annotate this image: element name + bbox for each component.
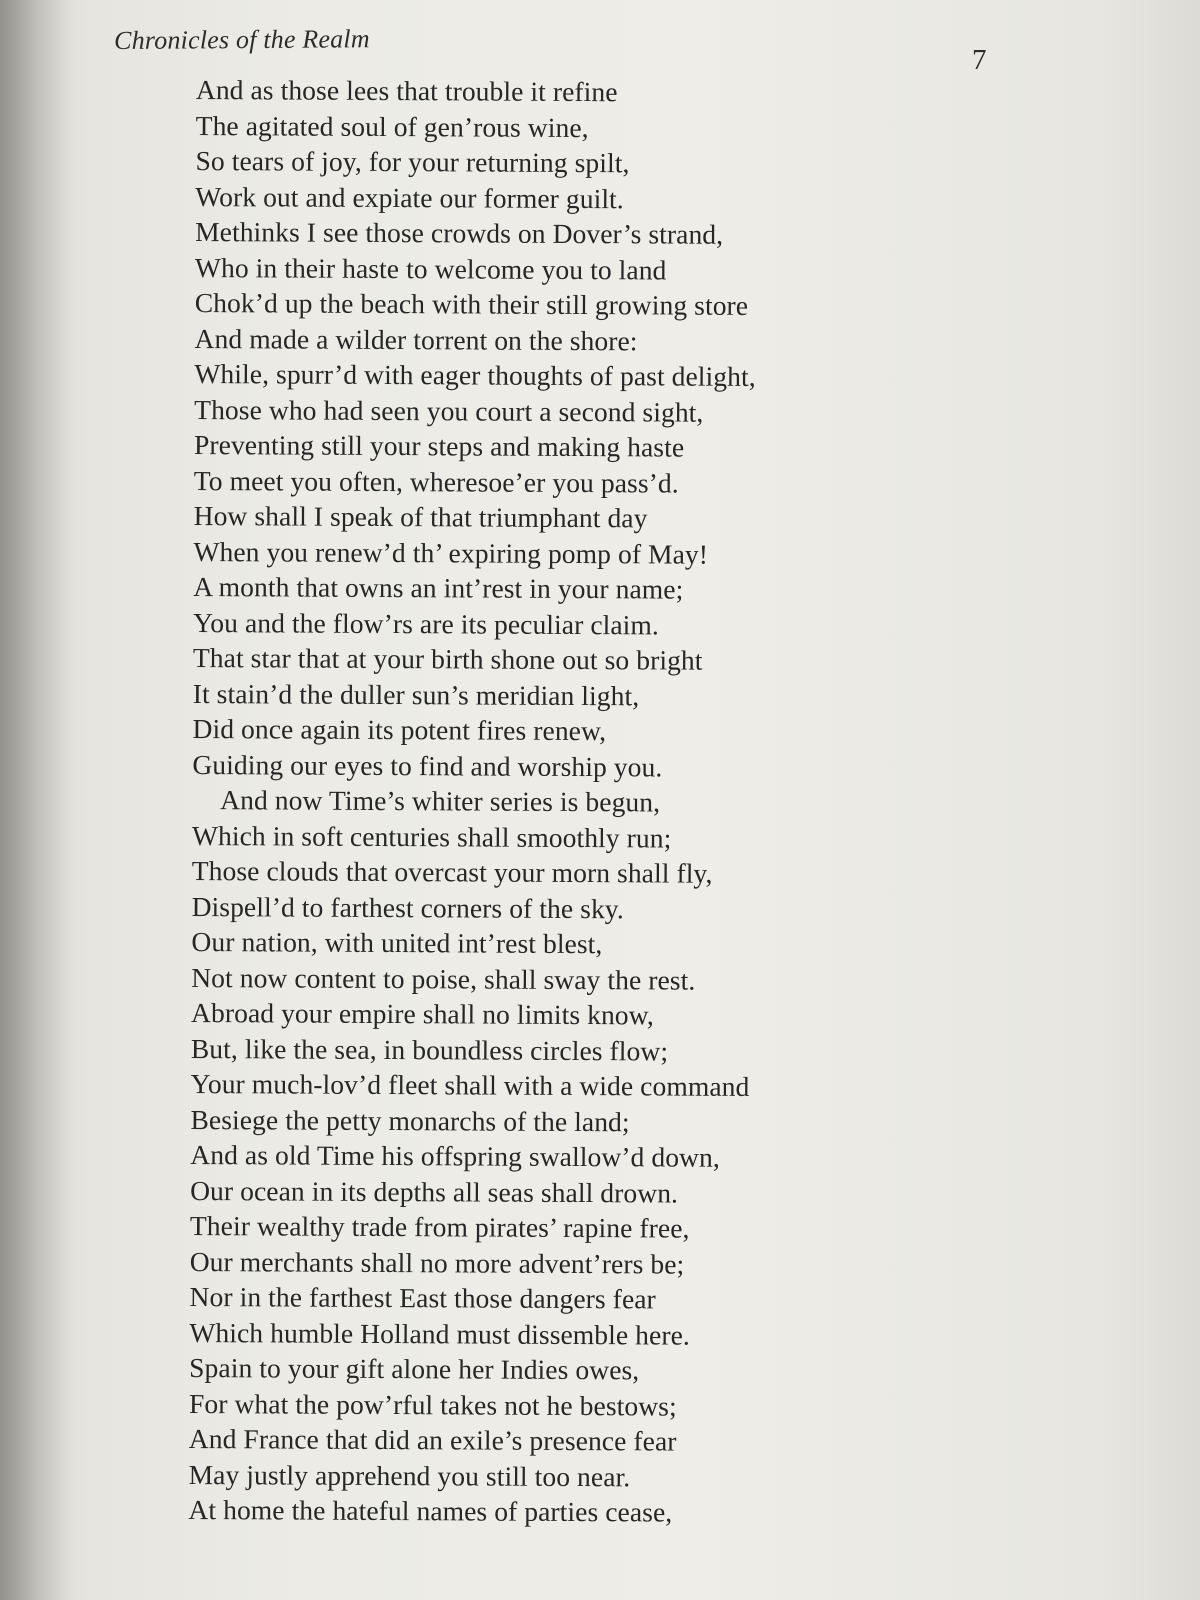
poem-line: Work out and expiate our former guilt.	[195, 180, 624, 214]
poem-line: Abroad your empire shall no limits know,	[190, 996, 654, 1031]
poem-line: Spain to your gift alone her Indies owes,	[189, 1351, 640, 1386]
gutter-shadow	[0, 0, 70, 1600]
running-head-title: Chronicles of the Realm	[114, 24, 370, 55]
page-number: 7	[972, 44, 987, 76]
poem-line: So tears of joy, for your returning spilt,	[195, 144, 630, 179]
poem-line: Methinks I see those crowds on Dover’s strand,	[195, 215, 724, 250]
poem-line: How shall I speak of that triumphant day	[193, 499, 648, 534]
poem-line: A month that owns an int’rest in your name;	[193, 570, 684, 605]
poem-line: May justly apprehend you still too near.	[188, 1458, 631, 1492]
poem-line: Did once again its potent fires renew,	[192, 712, 607, 747]
poem-line: Our ocean in its depths all seas shall drown.	[190, 1174, 679, 1209]
poem-line-indented: And now Time’s whiter series is begun,	[220, 784, 661, 818]
poem-line: Those clouds that overcast your morn shall fly,	[191, 854, 713, 889]
poem-line: And as those lees that trouble it refine	[195, 73, 618, 108]
poem-line: And as old Time his offspring swallow’d down,	[190, 1138, 720, 1173]
poem-line: Our merchants shall no more advent’rers be;	[189, 1245, 685, 1280]
poem-line: And France that did an exile’s presence fear	[188, 1422, 677, 1457]
poem-line: To meet you often, wheresoe’er you pass’d.	[193, 464, 679, 499]
poem-line: And made a wilder torrent on the shore:	[194, 322, 638, 356]
poem-line: Dispell’d to farthest corners of the sky.	[191, 890, 624, 924]
poem-line: When you renew’d th’ expiring pomp of May!	[193, 535, 709, 570]
poem-line: Which in soft centuries shall smoothly run;	[191, 819, 672, 853]
poem-line: You and the flow’rs are its peculiar claim.	[193, 606, 660, 640]
poem-line: It stain’d the duller sun’s meridian light,	[192, 677, 640, 711]
poem-line: But, like the sea, in boundless circles flow;	[190, 1032, 669, 1066]
poem-line: Guiding our eyes to find and worship you.	[192, 748, 663, 782]
poem-line: Those who had seen you court a second sight,	[194, 393, 704, 428]
poem-line: While, spurr’d with eager thoughts of past delight,	[194, 357, 756, 392]
poem-line: Your much-lov’d fleet shall with a wide command	[190, 1067, 750, 1102]
poem-line: That star that at your birth shone out so bright	[192, 641, 703, 676]
poem-line: Preventing still your steps and making haste	[193, 428, 685, 463]
poem-line: Chok’d up the beach with their still growing store	[194, 286, 749, 321]
poem-line: Not now content to poise, shall sway the rest.	[191, 961, 696, 996]
poem-line: At home the hateful names of parties cease,	[188, 1493, 673, 1528]
poem-line: Which humble Holland must dissemble here.	[189, 1316, 691, 1351]
poem-line: Our nation, with united int’rest blest,	[191, 925, 603, 960]
poem-line: The agitated soul of gen’rous wine,	[195, 109, 589, 143]
poem-line: Who in their haste to welcome you to land	[194, 251, 667, 285]
poem-line: Their wealthy trade from pirates’ rapine free,	[189, 1209, 690, 1244]
poem-line: Besiege the petty monarchs of the land;	[190, 1103, 630, 1137]
poem-line: For what the pow’rful takes not he bestows;	[188, 1387, 677, 1422]
poem-text	[188, 72, 1156, 1533]
poem-line: Nor in the farthest East those dangers fear	[189, 1280, 656, 1315]
